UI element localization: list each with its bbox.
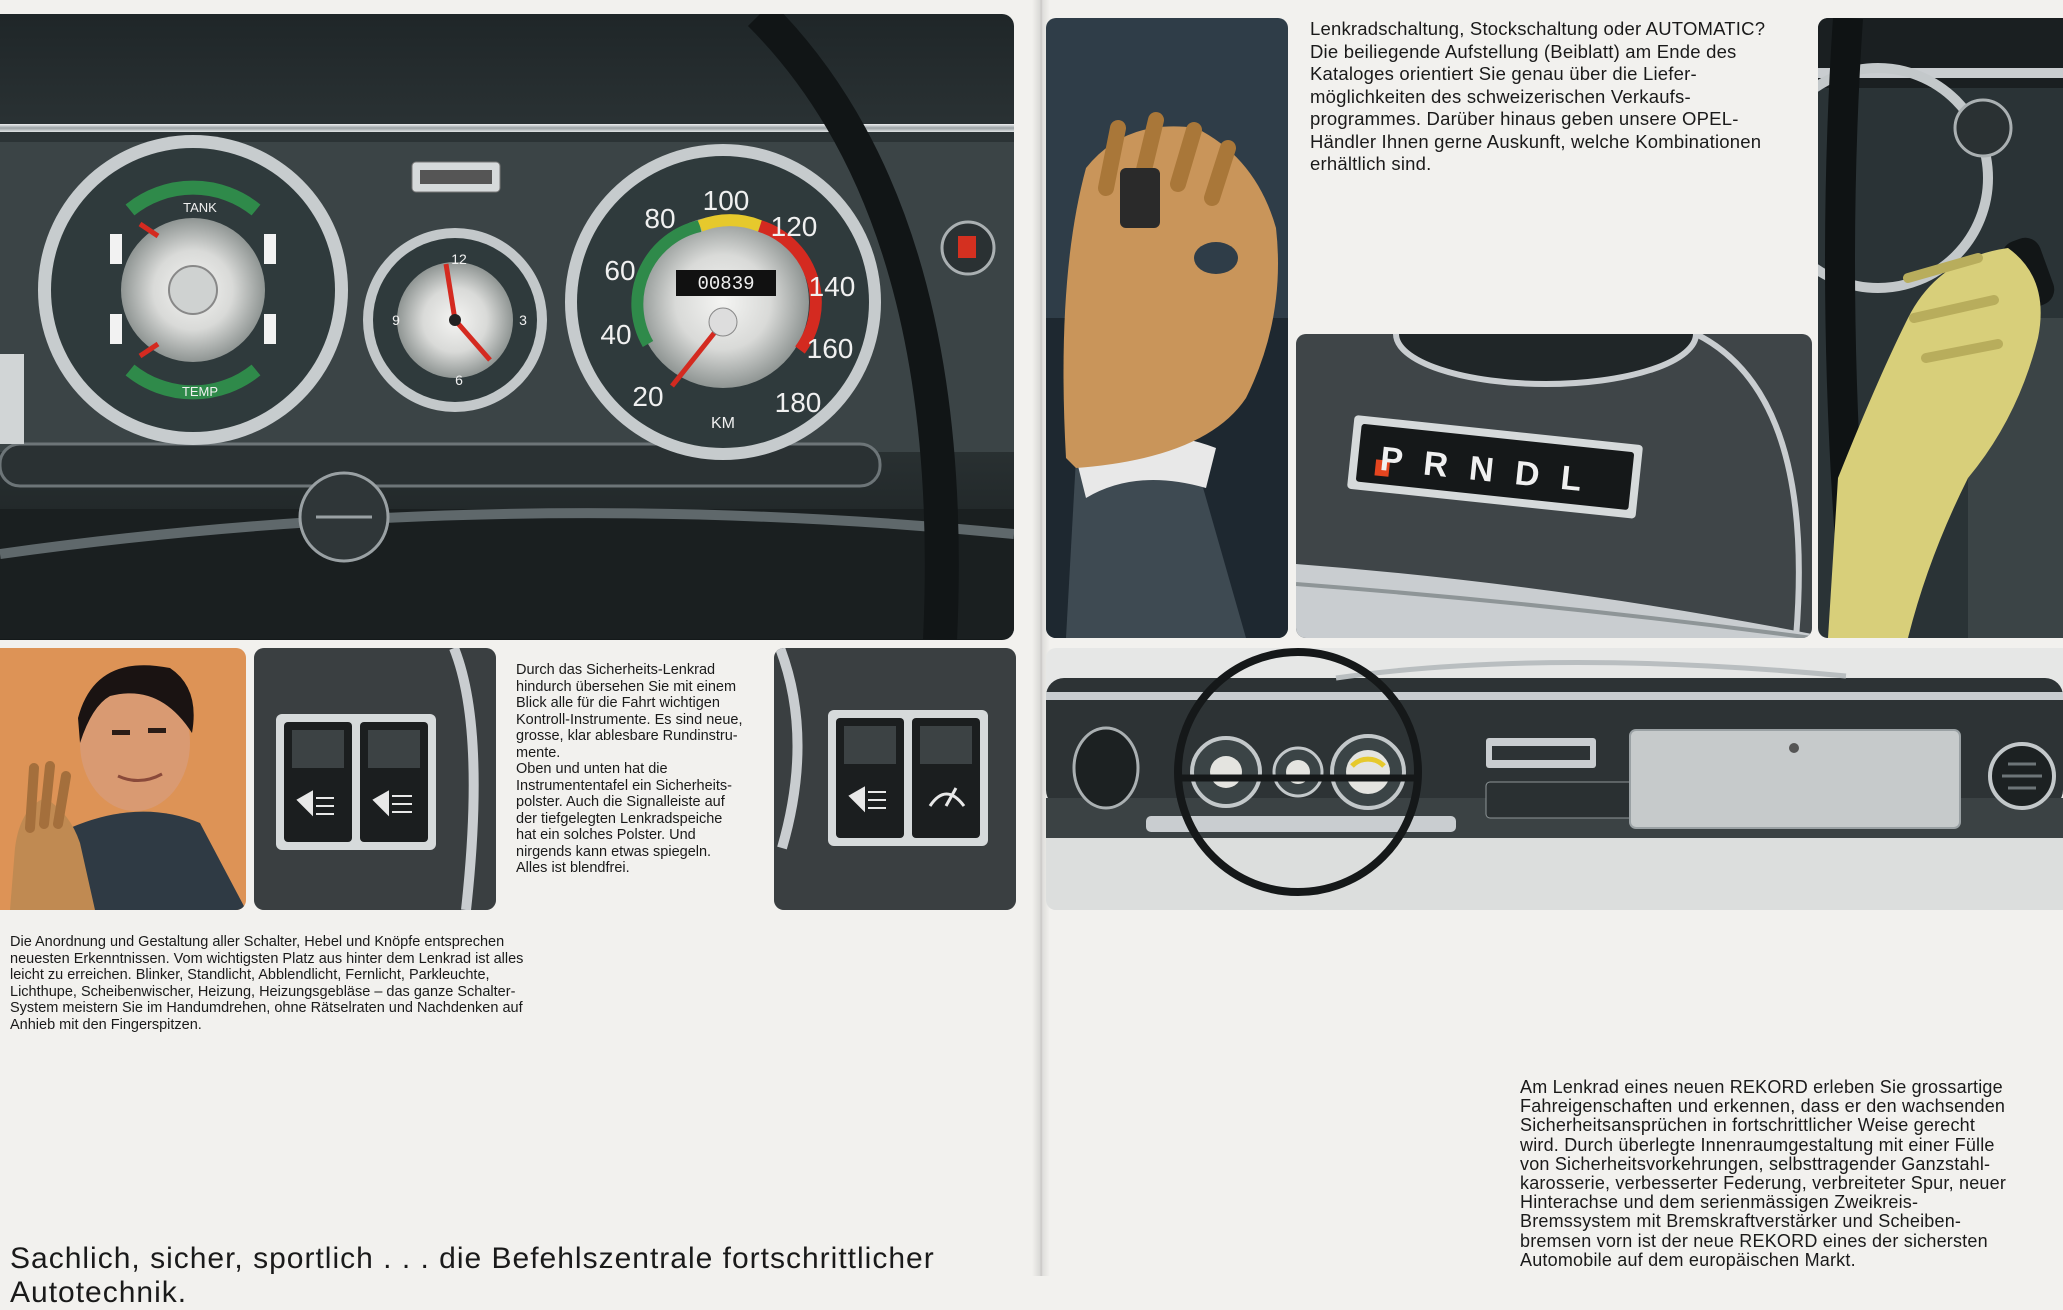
speed-20: 20	[632, 381, 664, 412]
rekord-safety-text: Am Lenkrad eines neuen REKORD erleben Sie grossartige Fahreigenschaften und erkennen, dass er den wachsenden Sicherheitsansprüchen in fortschrittlicher Weise gerecht wird. Durch überlegte Innenraumgestaltung mit einer Fülle von Sicherheitsvorkehrungen, selbsttragender Ganzstahl- karosserie, verbesserter Federung, verbreiteter Spur, neuer Hinterachse und dem serienmässigen Zweikreis- Bremssystem mit Bremskraftverstärker und Scheiben- bremsen vorn ist der neue REKORD eines der sichersten Automobile auf dem europäischen Markt.	[1520, 1077, 2007, 1270]
dashboard-photo	[0, 14, 1014, 640]
clock-9: 9	[392, 312, 400, 328]
automatic-selector-photo	[1296, 334, 1812, 638]
floor-shift-photo	[1046, 18, 1288, 638]
speed-80: 80	[644, 203, 676, 234]
speed-unit: KM	[711, 415, 735, 432]
tank-label: TANK	[183, 200, 217, 215]
clock-3: 3	[519, 312, 527, 328]
speed-180: 180	[774, 387, 822, 418]
temp-label: TEMP	[181, 384, 219, 399]
column-shift-photo	[1818, 18, 2063, 638]
odometer-value: 00839	[697, 273, 755, 295]
page-headline: Sachlich, sicher, sportlich . . . die Befehlszentrale fortschrittlicher Autotechnik.	[10, 1242, 935, 1309]
transmission-options-text: Lenkradschaltung, Stockschaltung oder AUTOMATIC? Die beiliegende Aufstellung (Beiblatt) am Ende des Kataloges orientiert Sie genau über die Liefer- möglichkeiten des schweizerischen Verkaufs- programmes. Darüber hinaus geben unsere OPEL- Händler Ihnen gerne Auskunft, welche Kombinationen erhältlich sind.	[1310, 18, 1766, 174]
switch-layout-text: Die Anordnung und Gestaltung aller Schalter, Hebel und Knöpfe entsprechen neuesten Erkenntnissen. Vom wichtigsten Platz aus hinter dem Lenkrad ist alles leicht zu erreichen. Blinker, Standlicht, Abblendlicht, Fernlicht, Parkleuchte, Lichthupe, Scheibenwischer, Heizung, Heizungsgebläse – das ganze Schalter- System meistern Sie im Handumdrehen, ohne Rätselraten und Nachdenken auf Anhieb mit den Fingerspitzen.	[10, 934, 524, 1033]
driver-glove-photo	[0, 648, 246, 910]
speed-60: 60	[604, 255, 636, 286]
instrument-description: Durch das Sicherheits-Lenkrad hindurch übersehen Sie mit einem Blick alle für die Fahrt wichtigen Kontroll-Instrumente. Es sind neue, grosse, klar ablesbare Rundinstru- mente. Oben und unten hat die Instrumententafel ein Sicherheits- polster. Auch die Signalleiste auf der tiefgelegten Lenkradspeiche hat ein solches Polster. Und nirgends kann etwas spiegeln. Alles ist blendfrei.	[516, 662, 743, 876]
speed-100: 100	[702, 185, 750, 216]
speed-120: 120	[770, 211, 818, 242]
speed-140: 140	[808, 271, 856, 302]
clock-6: 6	[455, 372, 463, 388]
full-dashboard-photo	[1046, 648, 2063, 910]
speed-40: 40	[600, 319, 632, 350]
gear-positions: P R N D L	[1378, 439, 1590, 500]
speed-160: 160	[806, 333, 854, 364]
light-switches-photo	[254, 648, 496, 910]
wiper-switches-photo	[774, 648, 1016, 910]
clock-12: 12	[451, 251, 467, 267]
